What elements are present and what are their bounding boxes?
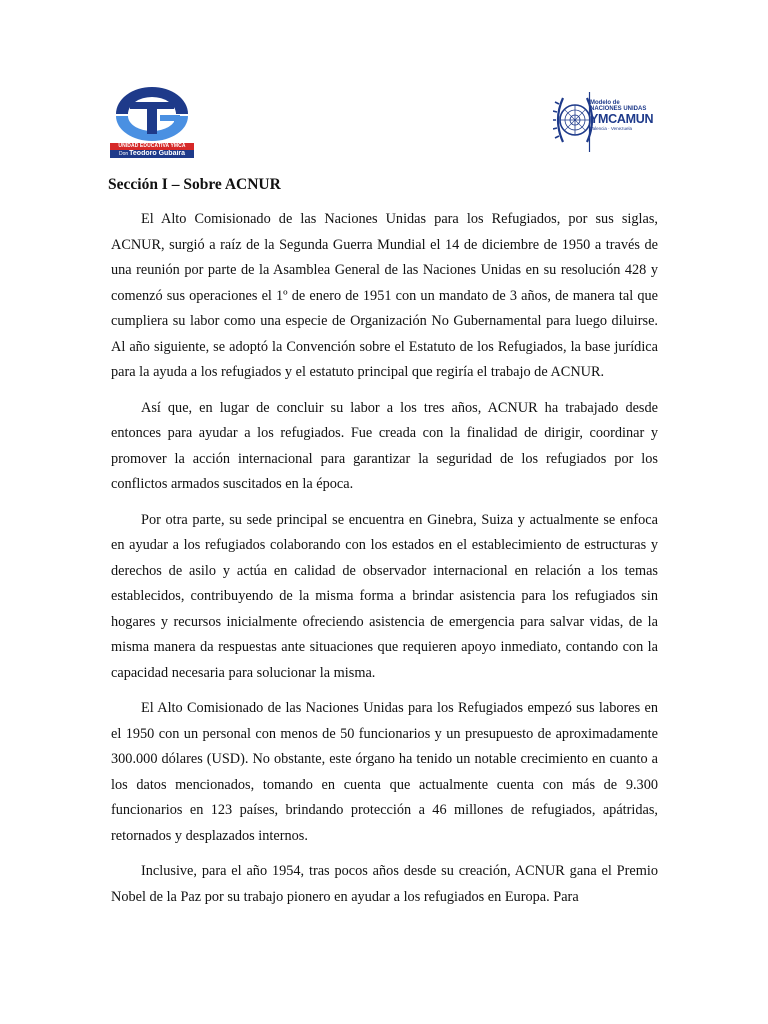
paragraph-4: El Alto Comisionado de las Naciones Unidas para los Refugiados empezó sus labores en el 1950 con un personal con menos de 50 funcionarios y un presupuesto de aproximadamente 300.000 dólares (USD). No obstante, este órgano ha tenido un notable crecimiento en cuanto a los datos mencionados, tomando en cuenta que actualmente cuenta con más de 9.300 funcionarios en 123 países, brindando protección a 46 millones de refugiados, apátridas, retornados y desplazados internos. xyxy=(111,700,658,844)
section-body xyxy=(111,207,658,920)
ymcamun-line2: NACIONES UNIDAS xyxy=(590,106,647,113)
ymcamun-line1: Modelo de xyxy=(590,100,620,106)
paragraph-2: Así que, en lugar de concluir su labor a los tres años, ACNUR ha trabajado desde entonces para ayudar a los refugiados. Fue creada con la finalidad de dirigir, coordinar y promover la acción internacional para garantizar la seguridad de los refugiados por los conflictos armados suscitados en la época. xyxy=(111,399,658,492)
paragraph-5: Inclusive, para el año 1954, tras pocos años desde su creación, ACNUR gana el Premio Nobel de la Paz por su trabajo pionero en ayudar a los refugiados en Europa. Para xyxy=(111,863,658,905)
school-logo xyxy=(108,84,196,158)
tg-emblem-icon xyxy=(110,84,194,142)
ymcamun-line4: Valencia · Venezuela xyxy=(590,125,632,131)
ymcamun-logo xyxy=(553,86,663,156)
ymcamun-logo-text xyxy=(590,100,664,131)
school-logo-band-bottom xyxy=(110,150,194,158)
ymcamun-line3: YMCAMUN xyxy=(590,111,654,126)
school-logo-name: Teodoro Gubaira xyxy=(129,150,186,157)
paragraph-3: Por otra parte, su sede principal se encuentra en Ginebra, Suiza y actualmente se enfoca en ayudar a los refugiados colaborando con los estados en el establecimiento de estructuras y derechos de asilo y actúa en calidad de observador internacional en relación a los temas establecidos, contribuyendo de la misma forma a brindar asistencia para los refugiados sin hogares y recursos inicialmente ofreciendo asistencia de emergencia para salvar vidas, de la misma manera da respuestas ante situaciones que requieren apoyo inmediato, contando con la capacidad necesaria para solucionar la misma. xyxy=(111,511,658,681)
school-logo-band-top: UNIDAD EDUCATIVA YMCA xyxy=(110,143,194,150)
school-logo-prefix: Don xyxy=(118,151,129,157)
section-heading: Sección I – Sobre ACNUR xyxy=(108,176,281,193)
paragraph-1: El Alto Comisionado de las Naciones Unidas para los Refugiados, por sus siglas, ACNUR, surgió a raíz de la Segunda Guerra Mundial el 14 de diciembre de 1950 a través de una reunión por parte de la Asamblea General de las Naciones Unidas en su resolución 428 y comenzó sus operaciones el 1º de enero de 1951 con un mandato de 3 años, de manera tal que cumpliera su labor como una especie de Organización No Gubernamental para luego diluirse. Al año siguiente, se adoptó la Convención sobre el Estatuto de los Refugiados, la base jurídica para la ayuda a los refugiados y el estatuto principal que regiría el trabajo de ACNUR. xyxy=(111,211,658,380)
